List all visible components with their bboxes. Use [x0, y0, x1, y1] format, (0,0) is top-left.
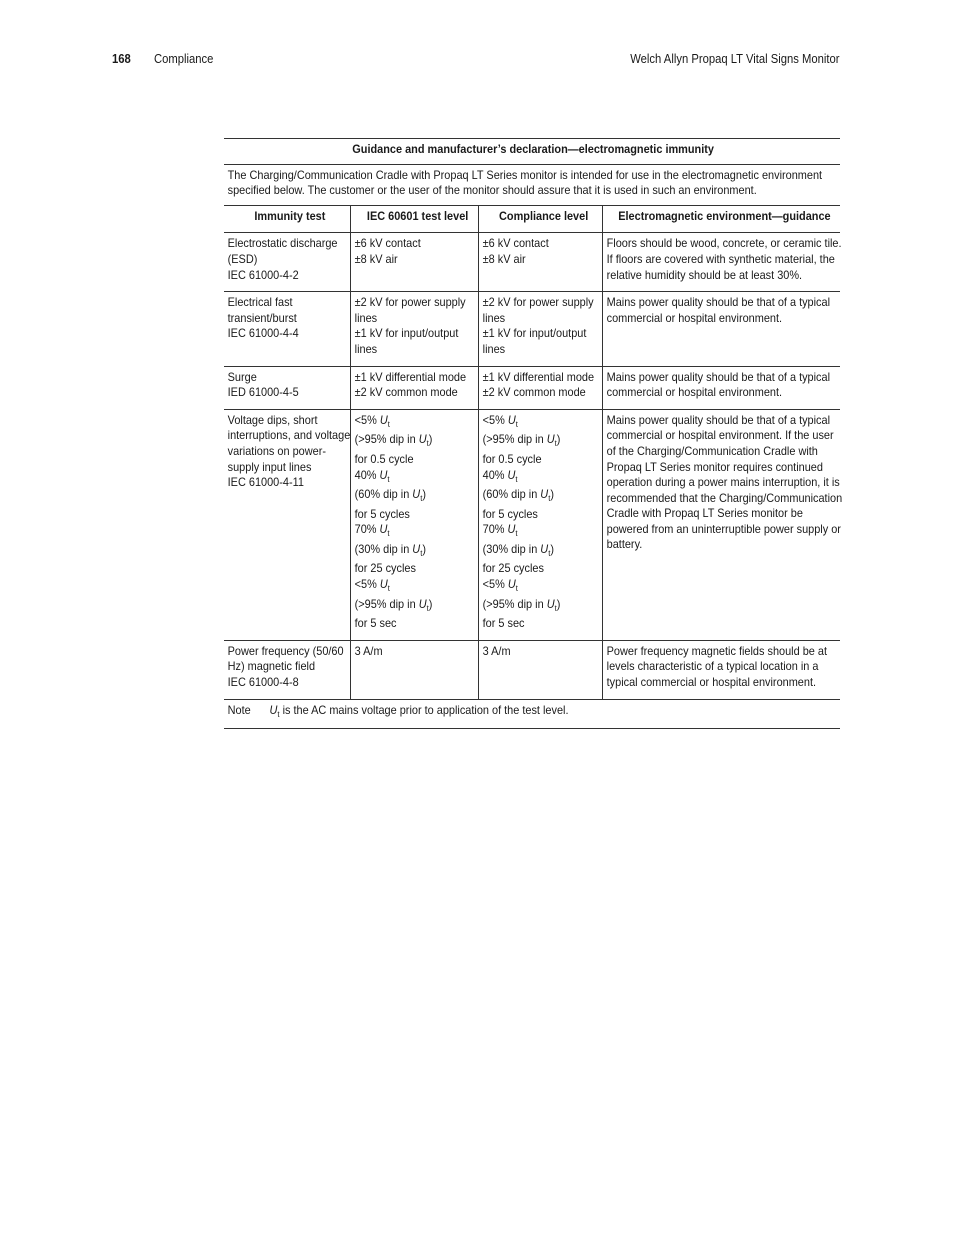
table-row — [224, 409, 840, 640]
compliance-level-cell — [479, 233, 608, 275]
table-row — [224, 233, 840, 292]
cell-line — [482, 597, 604, 617]
cell-line — [482, 452, 604, 468]
column-header-row — [224, 205, 840, 233]
line-text: <5% — [482, 412, 508, 427]
ut-symbol: $U_t$ — [507, 467, 518, 484]
line-text: (60% dip in — [354, 487, 412, 502]
ut-symbol: $U_t$ — [546, 432, 557, 449]
line-text: for 5 sec — [482, 616, 525, 631]
cell-line — [482, 487, 604, 507]
note-subscript: t — [277, 708, 280, 719]
cell-line — [482, 577, 604, 597]
ut-subscript: t — [387, 583, 390, 594]
immunity-table-container — [224, 138, 840, 729]
cell-line: ±6 kV contact — [354, 236, 421, 251]
cell-line — [354, 542, 480, 562]
cell-line — [354, 432, 480, 452]
cell-line — [354, 487, 480, 507]
ut-subscript: t — [387, 418, 390, 429]
table-body — [224, 233, 840, 699]
immunity-test-cell — [224, 641, 356, 699]
cell-line: ±2 kV for power supply lines — [482, 295, 594, 325]
iec-level-cell — [351, 292, 484, 365]
cell-line: Voltage dips, short interruptions, and voltage variations on power-supply input lines — [227, 412, 351, 474]
line-text: (>95% dip in — [482, 596, 547, 611]
line-text: 70% — [354, 522, 380, 537]
cell-line — [354, 561, 480, 577]
ut-subscript: t — [426, 438, 429, 449]
guidance-cell: Floors should be wood, concrete, or ceramic tile. If floors are covered with synthetic material, the relative humidity should be at least 30%. — [606, 236, 842, 282]
table-row — [224, 640, 840, 699]
column-header: Electromagnetic environment—guidance — [617, 208, 831, 223]
cell-line — [482, 561, 604, 577]
guidance-cell: Mains power quality should be that of a typical commercial or hospital environment. — [606, 369, 830, 400]
cell-line: ±8 kV air — [354, 251, 398, 266]
cell-line — [482, 522, 604, 542]
immunity-test-cell — [224, 233, 356, 291]
document-title: Welch Allyn Propaq LT Vital Signs Monitor — [630, 52, 840, 66]
cell-line: 3 A/m — [482, 643, 511, 658]
cell-line — [354, 468, 480, 488]
ut-symbol: $U_t$ — [539, 541, 550, 558]
table-row — [224, 292, 840, 366]
ut-subscript: t — [419, 547, 422, 558]
line-text: ) — [556, 432, 560, 447]
ut-symbol: $U_t$ — [539, 487, 550, 504]
table-note — [224, 700, 842, 729]
ut-subscript: t — [419, 493, 422, 504]
cell-line — [482, 542, 604, 562]
cell-line: 3 A/m — [354, 643, 383, 658]
line-text: for 25 cycles — [482, 561, 544, 576]
line-text: for 5 cycles — [482, 506, 538, 521]
cell-line: ±2 kV common mode — [354, 385, 458, 400]
line-text: for 5 cycles — [354, 506, 410, 521]
ut-subscript: t — [514, 473, 518, 484]
compliance-level-cell — [479, 367, 608, 409]
cell-line — [354, 597, 480, 617]
compliance-level-cell — [479, 641, 608, 668]
note-text: is the AC mains voltage prior to application of the test level. — [279, 702, 569, 717]
column-header: Immunity test — [254, 208, 326, 223]
immunity-test-cell — [224, 367, 356, 409]
line-text: ) — [549, 487, 554, 502]
cell-line: Surge — [227, 369, 257, 384]
guidance-cell: Mains power quality should be that of a typical commercial or hospital environment. — [606, 295, 830, 325]
iec-level-cell — [351, 367, 484, 409]
iec-level-cell — [351, 410, 484, 640]
cell-line: IEC 61000-4-4 — [227, 326, 299, 341]
line-text: <5% — [354, 577, 380, 592]
ut-symbol: $U_t$ — [379, 522, 390, 539]
cell-line: IEC 61000-4-11 — [227, 475, 304, 490]
cell-line — [354, 577, 480, 597]
ut-subscript: t — [554, 602, 557, 613]
cell-line — [354, 507, 480, 523]
ut-subscript: t — [386, 473, 390, 484]
line-text: (30% dip in — [354, 541, 412, 556]
line-text: (30% dip in — [482, 541, 540, 556]
table-title-row — [224, 139, 840, 165]
ut-subscript: t — [386, 528, 390, 539]
column-header: IEC 60601 test level — [366, 208, 468, 223]
immunity-test-cell — [224, 292, 356, 350]
cell-line — [482, 616, 604, 632]
ut-symbol: $U_t$ — [507, 522, 518, 539]
cell-line: ±2 kV common mode — [482, 385, 586, 400]
note-label: Note — [227, 702, 251, 717]
cell-line: ±1 kV for input/output lines — [354, 326, 458, 356]
cell-line: Electrical fast transient/burst — [227, 295, 297, 325]
ut-symbol: $U_t$ — [411, 541, 422, 558]
line-text: <5% — [354, 412, 380, 427]
line-text: for 25 cycles — [354, 561, 416, 576]
line-text: 40% — [354, 467, 380, 482]
column-header: Compliance level — [498, 208, 588, 223]
compliance-level-cell — [479, 410, 608, 640]
ut-subscript: t — [554, 438, 557, 449]
line-text: (>95% dip in — [354, 596, 419, 611]
ut-subscript: t — [515, 418, 518, 429]
cell-line — [354, 413, 480, 433]
line-text: <5% — [482, 577, 508, 592]
ut-symbol: $U_t$ — [379, 412, 390, 429]
iec-level-cell — [351, 233, 484, 275]
table-note-row — [224, 699, 840, 729]
cell-line — [354, 522, 480, 542]
immunity-test-cell — [224, 410, 356, 499]
line-text: (>95% dip in — [354, 432, 419, 447]
table-intro: The Charging/Communication Cradle with Propaq LT Series monitor is intended for use in the electromagnetic environment specified below. The customer or the user of the monitor should assure that it is used in such an environment. — [227, 167, 823, 198]
note-symbol: $U_t$ — [269, 702, 280, 719]
table-intro-row — [224, 164, 840, 205]
line-text: for 0.5 cycle — [482, 451, 542, 466]
ut-symbol: $U_t$ — [379, 467, 390, 484]
line-text: 70% — [482, 522, 508, 537]
ut-symbol: $U_t$ — [507, 412, 518, 429]
line-text: ) — [428, 596, 432, 611]
page-number: 168 — [112, 52, 131, 66]
cell-line: ±1 kV differential mode — [482, 369, 594, 384]
cell-line — [354, 616, 480, 632]
ut-symbol: $U_t$ — [507, 577, 518, 594]
cell-line: ±6 kV contact — [482, 236, 549, 251]
cell-line — [482, 432, 604, 452]
line-text: 40% — [482, 467, 508, 482]
line-text: ) — [556, 596, 560, 611]
ut-subscript: t — [547, 493, 550, 504]
cell-line: ±1 kV for input/output lines — [482, 326, 586, 356]
immunity-table — [224, 138, 840, 729]
cell-line: Power frequency (50/60 Hz) magnetic field — [227, 643, 344, 674]
cell-line — [482, 413, 604, 433]
ut-subscript: t — [426, 602, 429, 613]
ut-subscript: t — [515, 583, 518, 594]
cell-line: ±8 kV air — [482, 251, 526, 266]
line-text: ) — [421, 541, 426, 556]
line-text: ) — [428, 432, 432, 447]
ut-subscript: t — [547, 547, 550, 558]
ut-symbol: $U_t$ — [418, 596, 429, 613]
cell-line: IEC 61000-4-2 — [227, 267, 299, 282]
line-text: for 5 sec — [354, 616, 397, 631]
ut-symbol: $U_t$ — [379, 577, 390, 594]
line-text: for 0.5 cycle — [354, 451, 414, 466]
compliance-level-cell — [479, 292, 608, 365]
cell-line: IED 61000-4-5 — [227, 385, 299, 400]
guidance-cell: Power frequency magnetic fields should be at levels characteristic of a typical location in a typical commercial or hospital environment. — [606, 643, 827, 690]
cell-line — [482, 468, 604, 488]
line-text: (60% dip in — [482, 487, 540, 502]
ut-subscript: t — [514, 528, 518, 539]
cell-line: ±2 kV for power supply lines — [354, 295, 466, 325]
ut-symbol: $U_t$ — [418, 432, 429, 449]
cell-line — [354, 452, 480, 468]
ut-symbol: $U_t$ — [546, 596, 557, 613]
ut-symbol: $U_t$ — [411, 487, 422, 504]
line-text: ) — [421, 487, 426, 502]
cell-line: Electrostatic discharge (ESD) — [227, 236, 338, 266]
section-name: Compliance — [154, 52, 214, 66]
cell-line: IEC 61000-4-8 — [227, 675, 299, 690]
line-text: (>95% dip in — [482, 432, 547, 447]
table-title: Guidance and manufacturer’s declaration—electromagnetic immunity — [352, 142, 714, 156]
table-row — [224, 366, 840, 409]
line-text: ) — [549, 541, 554, 556]
cell-line: ±1 kV differential mode — [354, 369, 466, 384]
iec-level-cell — [351, 641, 484, 668]
cell-line — [482, 507, 604, 523]
guidance-cell: Mains power quality should be that of a typical commercial or hospital environment. If the user of the Charging/Communication Cradle with Propaq LT Series monitor requires continued operation during a power mains interruption, it is recommended that the Charging/Communication Cradle with Propaq LT Series monitor be powered from an uninterruptible power supply or battery. — [606, 412, 842, 552]
